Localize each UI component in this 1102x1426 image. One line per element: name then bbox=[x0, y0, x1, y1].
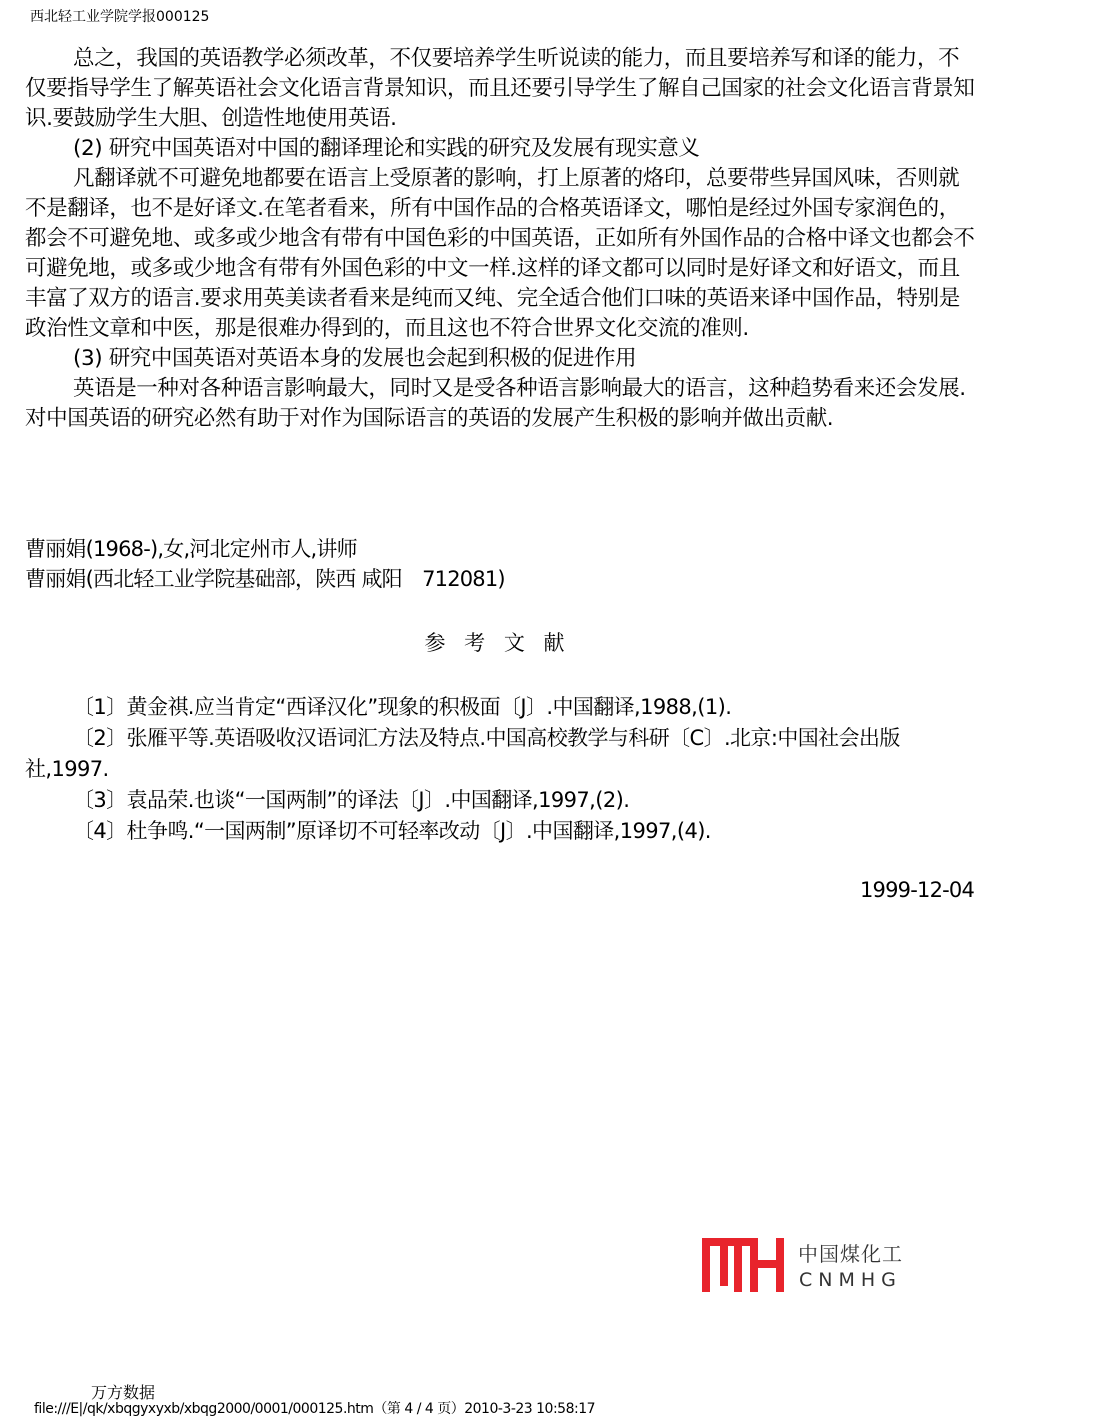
page-footer: file:///E|/qk/xbqgyxyxb/xbqg2000/0001/000125.htm（第 4 / 4 页）2010-3-23 10:58:17 bbox=[34, 1401, 596, 1417]
page-header: 西北轻工业学院学报000125 bbox=[30, 9, 210, 25]
reference-item: 〔4〕杜争鸣.“一国两制”原译切不可轻率改动〔J〕.中国翻译,1997,(4). bbox=[73, 819, 711, 843]
paragraph-conclusion: 总之，我国的英语教学必须改革，不仅要培养学生听说读的能力，而且要培养写和译的能力，不仅要指导学生了解英语社会文化语言背景知识，而且还要引导学生了解自己国家的社会文化语言背景知识.要鼓励学生大胆、创造性地使用英语. bbox=[25, 46, 975, 131]
references-list bbox=[25, 692, 975, 847]
logo-english-text: CNMHG bbox=[799, 1269, 902, 1291]
cnmhg-logo bbox=[700, 1232, 920, 1302]
section-heading-2: (2) 研究中国英语对中国的翻译理论和实践的研究及发展有现实意义 bbox=[73, 136, 700, 161]
author-affiliation: 曹丽娟(西北轻工业学院基础部，陕西 咸阳 712081) bbox=[25, 567, 505, 591]
reference-item: 〔2〕张雁平等.英语吸收汉语词汇方法及特点.中国高校教学与科研〔C〕.北京:中国社会出版社,1997. bbox=[25, 726, 900, 781]
logo-chinese-text: 中国煤化工 bbox=[798, 1242, 903, 1266]
received-date: 1999-12-04 bbox=[860, 878, 975, 902]
author-info bbox=[25, 534, 925, 594]
cnmhg-logo-icon bbox=[700, 1232, 792, 1294]
references-title: 参 考 文 献 bbox=[424, 631, 571, 655]
section-heading-3: (3) 研究中国英语对英语本身的发展也会起到积极的促进作用 bbox=[73, 346, 637, 371]
paragraph-translation: 凡翻译就不可避免地都要在语言上受原著的影响，打上原著的烙印，总要带些异国风味，否则就不是翻译，也不是好译文.在笔者看来，所有中国作品的合格英语译文，哪怕是经过外国专家润色的，都会不可避免地、或多或少地含有带有中国色彩的中国英语，正如所有外国作品的合格中译文也都会不可避免地，或多或少地含有带有外国色彩的中文一样.这样的译文都可以同时是好译文和好语文，而且丰富了双方的语言.要求用英美读者看来是纯而又纯、完全适合他们口味的英语来译中国作品，特别是政治性文章和中医，那是很难办得到的，而且这也不符合世界文化交流的准则. bbox=[25, 166, 975, 341]
reference-item: 〔3〕袁品荣.也谈“一国两制”的译法〔J〕.中国翻译,1997,(2). bbox=[73, 788, 630, 812]
paragraph-english-development: 英语是一种对各种语言影响最大，同时又是受各种语言影响最大的语言，这种趋势看来还会发展.对中国英语的研究必然有助于对作为国际语言的英语的发展产生积极的影响并做出贡献. bbox=[25, 376, 966, 431]
article-body bbox=[25, 44, 975, 434]
reference-item: 〔1〕黄金祺.应当肯定“西译汉化”现象的积极面〔J〕.中国翻译,1988,(1). bbox=[73, 695, 732, 719]
author-bio: 曹丽娟(1968-),女,河北定州市人,讲师 bbox=[25, 537, 357, 561]
wanfang-watermark: 万方数据 bbox=[91, 1383, 156, 1402]
